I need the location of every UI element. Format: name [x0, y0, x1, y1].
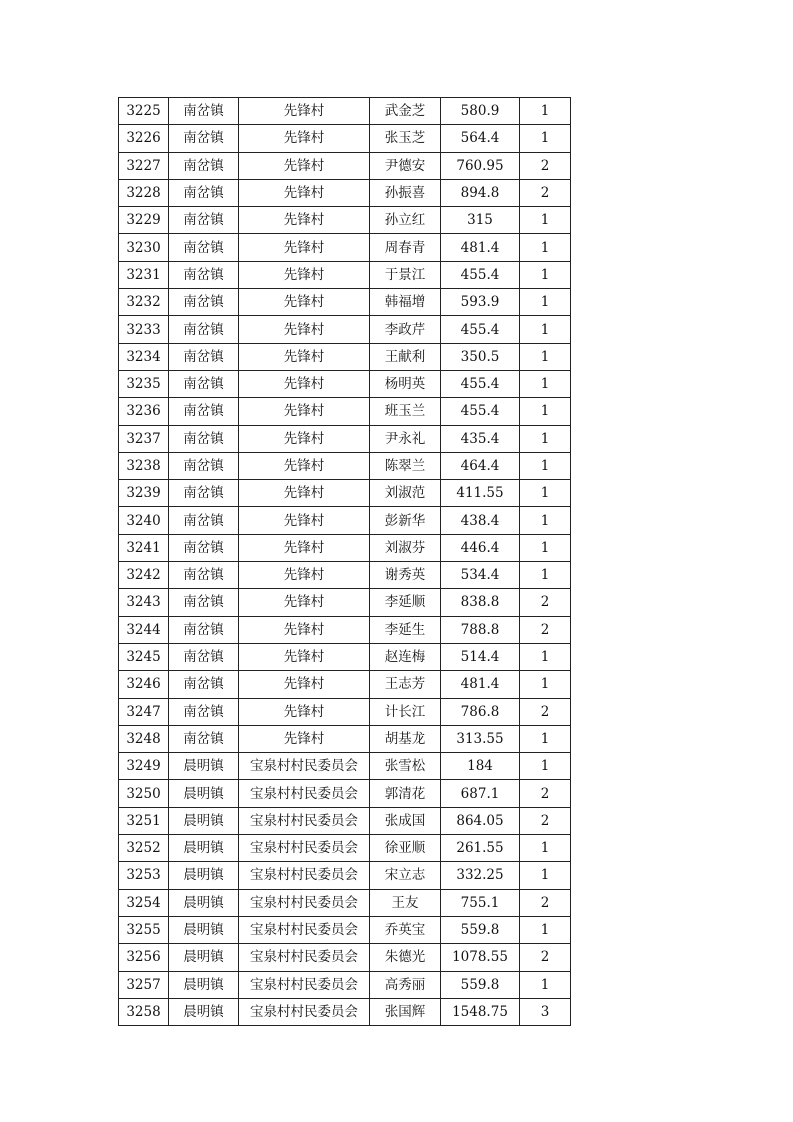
count-cell: 1	[520, 207, 571, 234]
row-number-cell: 3248	[119, 725, 169, 752]
amount-cell: 446.4	[441, 534, 520, 561]
row-number-cell: 3246	[119, 671, 169, 698]
town-cell: 南岔镇	[169, 507, 239, 534]
table-row	[119, 480, 571, 507]
count-cell: 2	[520, 807, 571, 834]
table-row	[119, 807, 571, 834]
row-number-cell: 3239	[119, 480, 169, 507]
name-cell: 周春青	[370, 234, 441, 261]
count-cell: 2	[520, 889, 571, 916]
count-cell: 2	[520, 944, 571, 971]
town-cell: 南岔镇	[169, 698, 239, 725]
name-cell: 谢秀英	[370, 562, 441, 589]
amount-cell: 455.4	[441, 261, 520, 288]
count-cell: 2	[520, 179, 571, 206]
village-cell: 先锋村	[239, 671, 370, 698]
row-number-cell: 3254	[119, 889, 169, 916]
row-number-cell: 3255	[119, 916, 169, 943]
count-cell: 1	[520, 835, 571, 862]
row-number-cell: 3225	[119, 98, 169, 125]
name-cell: 孙立红	[370, 207, 441, 234]
name-cell: 于景江	[370, 261, 441, 288]
count-cell: 1	[520, 534, 571, 561]
count-cell: 1	[520, 289, 571, 316]
town-cell: 南岔镇	[169, 643, 239, 670]
amount-cell: 838.8	[441, 589, 520, 616]
count-cell: 1	[520, 643, 571, 670]
table-row	[119, 179, 571, 206]
table-row	[119, 125, 571, 152]
row-number-cell: 3235	[119, 370, 169, 397]
amount-cell: 788.8	[441, 616, 520, 643]
count-cell: 1	[520, 452, 571, 479]
town-cell: 晨明镇	[169, 835, 239, 862]
row-number-cell: 3241	[119, 534, 169, 561]
town-cell: 晨明镇	[169, 780, 239, 807]
amount-cell: 435.4	[441, 425, 520, 452]
row-number-cell: 3226	[119, 125, 169, 152]
village-cell: 先锋村	[239, 234, 370, 261]
table-row	[119, 452, 571, 479]
amount-cell: 464.4	[441, 452, 520, 479]
amount-cell: 559.8	[441, 971, 520, 998]
village-cell: 宝泉村村民委员会	[239, 971, 370, 998]
name-cell: 王友	[370, 889, 441, 916]
amount-cell: 455.4	[441, 316, 520, 343]
table-row	[119, 425, 571, 452]
town-cell: 晨明镇	[169, 889, 239, 916]
village-cell: 先锋村	[239, 179, 370, 206]
row-number-cell: 3244	[119, 616, 169, 643]
amount-cell: 894.8	[441, 179, 520, 206]
amount-cell: 1078.55	[441, 944, 520, 971]
records-table-container	[118, 97, 571, 1026]
town-cell: 南岔镇	[169, 562, 239, 589]
name-cell: 计长江	[370, 698, 441, 725]
count-cell: 1	[520, 234, 571, 261]
table-row	[119, 261, 571, 288]
town-cell: 南岔镇	[169, 616, 239, 643]
table-row	[119, 643, 571, 670]
village-cell: 宝泉村村民委员会	[239, 862, 370, 889]
table-row	[119, 698, 571, 725]
name-cell: 张雪松	[370, 753, 441, 780]
count-cell: 1	[520, 971, 571, 998]
table-row	[119, 289, 571, 316]
name-cell: 武金芝	[370, 98, 441, 125]
name-cell: 胡基龙	[370, 725, 441, 752]
name-cell: 高秀丽	[370, 971, 441, 998]
amount-cell: 687.1	[441, 780, 520, 807]
village-cell: 宝泉村村民委员会	[239, 916, 370, 943]
row-number-cell: 3227	[119, 152, 169, 179]
amount-cell: 313.55	[441, 725, 520, 752]
row-number-cell: 3230	[119, 234, 169, 261]
table-row	[119, 152, 571, 179]
name-cell: 王志芳	[370, 671, 441, 698]
amount-cell: 534.4	[441, 562, 520, 589]
town-cell: 南岔镇	[169, 398, 239, 425]
name-cell: 李政芹	[370, 316, 441, 343]
count-cell: 1	[520, 862, 571, 889]
amount-cell: 1548.75	[441, 998, 520, 1025]
row-number-cell: 3228	[119, 179, 169, 206]
records-table	[118, 97, 571, 1026]
row-number-cell: 3234	[119, 343, 169, 370]
table-body	[119, 98, 571, 1026]
amount-cell: 481.4	[441, 671, 520, 698]
name-cell: 乔英宝	[370, 916, 441, 943]
town-cell: 南岔镇	[169, 452, 239, 479]
row-number-cell: 3247	[119, 698, 169, 725]
count-cell: 2	[520, 616, 571, 643]
row-number-cell: 3240	[119, 507, 169, 534]
village-cell: 先锋村	[239, 425, 370, 452]
count-cell: 1	[520, 343, 571, 370]
count-cell: 1	[520, 98, 571, 125]
row-number-cell: 3257	[119, 971, 169, 998]
count-cell: 1	[520, 125, 571, 152]
table-row	[119, 589, 571, 616]
town-cell: 南岔镇	[169, 289, 239, 316]
name-cell: 尹德安	[370, 152, 441, 179]
name-cell: 李延顺	[370, 589, 441, 616]
amount-cell: 864.05	[441, 807, 520, 834]
count-cell: 1	[520, 562, 571, 589]
name-cell: 张玉芝	[370, 125, 441, 152]
town-cell: 晨明镇	[169, 944, 239, 971]
name-cell: 刘淑芬	[370, 534, 441, 561]
amount-cell: 755.1	[441, 889, 520, 916]
town-cell: 南岔镇	[169, 370, 239, 397]
village-cell: 先锋村	[239, 343, 370, 370]
table-row	[119, 316, 571, 343]
row-number-cell: 3243	[119, 589, 169, 616]
name-cell: 王献利	[370, 343, 441, 370]
village-cell: 先锋村	[239, 725, 370, 752]
table-row	[119, 671, 571, 698]
name-cell: 张国辉	[370, 998, 441, 1025]
village-cell: 先锋村	[239, 534, 370, 561]
village-cell: 宝泉村村民委员会	[239, 944, 370, 971]
town-cell: 晨明镇	[169, 916, 239, 943]
row-number-cell: 3236	[119, 398, 169, 425]
amount-cell: 184	[441, 753, 520, 780]
town-cell: 晨明镇	[169, 998, 239, 1025]
village-cell: 先锋村	[239, 370, 370, 397]
table-row	[119, 207, 571, 234]
village-cell: 先锋村	[239, 480, 370, 507]
town-cell: 南岔镇	[169, 261, 239, 288]
row-number-cell: 3249	[119, 753, 169, 780]
village-cell: 宝泉村村民委员会	[239, 807, 370, 834]
count-cell: 2	[520, 152, 571, 179]
count-cell: 1	[520, 261, 571, 288]
amount-cell: 593.9	[441, 289, 520, 316]
town-cell: 南岔镇	[169, 316, 239, 343]
table-row	[119, 889, 571, 916]
table-row	[119, 507, 571, 534]
row-number-cell: 3242	[119, 562, 169, 589]
village-cell: 宝泉村村民委员会	[239, 835, 370, 862]
name-cell: 赵连梅	[370, 643, 441, 670]
table-row	[119, 534, 571, 561]
name-cell: 刘淑范	[370, 480, 441, 507]
name-cell: 李延生	[370, 616, 441, 643]
row-number-cell: 3229	[119, 207, 169, 234]
amount-cell: 481.4	[441, 234, 520, 261]
amount-cell: 315	[441, 207, 520, 234]
count-cell: 1	[520, 425, 571, 452]
name-cell: 张成国	[370, 807, 441, 834]
count-cell: 2	[520, 698, 571, 725]
amount-cell: 261.55	[441, 835, 520, 862]
village-cell: 先锋村	[239, 698, 370, 725]
row-number-cell: 3237	[119, 425, 169, 452]
count-cell: 3	[520, 998, 571, 1025]
table-row	[119, 998, 571, 1025]
town-cell: 南岔镇	[169, 589, 239, 616]
town-cell: 晨明镇	[169, 862, 239, 889]
table-row	[119, 725, 571, 752]
table-row	[119, 98, 571, 125]
name-cell: 韩福增	[370, 289, 441, 316]
name-cell: 宋立志	[370, 862, 441, 889]
row-number-cell: 3252	[119, 835, 169, 862]
name-cell: 徐亚顺	[370, 835, 441, 862]
count-cell: 2	[520, 780, 571, 807]
count-cell: 1	[520, 480, 571, 507]
row-number-cell: 3231	[119, 261, 169, 288]
row-number-cell: 3256	[119, 944, 169, 971]
amount-cell: 786.8	[441, 698, 520, 725]
town-cell: 南岔镇	[169, 125, 239, 152]
row-number-cell: 3258	[119, 998, 169, 1025]
count-cell: 1	[520, 671, 571, 698]
table-row	[119, 971, 571, 998]
count-cell: 1	[520, 316, 571, 343]
name-cell: 郭清花	[370, 780, 441, 807]
table-row	[119, 398, 571, 425]
name-cell: 陈翠兰	[370, 452, 441, 479]
town-cell: 晨明镇	[169, 807, 239, 834]
table-row	[119, 234, 571, 261]
village-cell: 先锋村	[239, 316, 370, 343]
town-cell: 南岔镇	[169, 671, 239, 698]
row-number-cell: 3245	[119, 643, 169, 670]
village-cell: 先锋村	[239, 207, 370, 234]
count-cell: 1	[520, 753, 571, 780]
town-cell: 南岔镇	[169, 98, 239, 125]
name-cell: 杨明英	[370, 370, 441, 397]
amount-cell: 580.9	[441, 98, 520, 125]
table-row	[119, 862, 571, 889]
village-cell: 先锋村	[239, 643, 370, 670]
village-cell: 先锋村	[239, 452, 370, 479]
table-row	[119, 944, 571, 971]
amount-cell: 564.4	[441, 125, 520, 152]
row-number-cell: 3253	[119, 862, 169, 889]
village-cell: 先锋村	[239, 589, 370, 616]
town-cell: 南岔镇	[169, 343, 239, 370]
name-cell: 彭新华	[370, 507, 441, 534]
row-number-cell: 3232	[119, 289, 169, 316]
town-cell: 南岔镇	[169, 234, 239, 261]
village-cell: 先锋村	[239, 562, 370, 589]
amount-cell: 760.95	[441, 152, 520, 179]
name-cell: 班玉兰	[370, 398, 441, 425]
amount-cell: 411.55	[441, 480, 520, 507]
table-row	[119, 916, 571, 943]
count-cell: 1	[520, 398, 571, 425]
town-cell: 南岔镇	[169, 179, 239, 206]
village-cell: 先锋村	[239, 98, 370, 125]
village-cell: 先锋村	[239, 616, 370, 643]
town-cell: 南岔镇	[169, 534, 239, 561]
name-cell: 尹永礼	[370, 425, 441, 452]
amount-cell: 455.4	[441, 398, 520, 425]
village-cell: 先锋村	[239, 125, 370, 152]
row-number-cell: 3233	[119, 316, 169, 343]
town-cell: 南岔镇	[169, 207, 239, 234]
town-cell: 晨明镇	[169, 971, 239, 998]
row-number-cell: 3250	[119, 780, 169, 807]
village-cell: 先锋村	[239, 289, 370, 316]
village-cell: 宝泉村村民委员会	[239, 753, 370, 780]
table-row	[119, 616, 571, 643]
village-cell: 先锋村	[239, 261, 370, 288]
village-cell: 宝泉村村民委员会	[239, 998, 370, 1025]
row-number-cell: 3251	[119, 807, 169, 834]
town-cell: 南岔镇	[169, 725, 239, 752]
town-cell: 南岔镇	[169, 480, 239, 507]
town-cell: 南岔镇	[169, 152, 239, 179]
table-row	[119, 562, 571, 589]
count-cell: 1	[520, 916, 571, 943]
count-cell: 2	[520, 589, 571, 616]
count-cell: 1	[520, 370, 571, 397]
village-cell: 先锋村	[239, 152, 370, 179]
amount-cell: 559.8	[441, 916, 520, 943]
town-cell: 南岔镇	[169, 425, 239, 452]
name-cell: 朱德光	[370, 944, 441, 971]
count-cell: 1	[520, 507, 571, 534]
table-row	[119, 835, 571, 862]
amount-cell: 350.5	[441, 343, 520, 370]
table-row	[119, 753, 571, 780]
village-cell: 宝泉村村民委员会	[239, 889, 370, 916]
amount-cell: 332.25	[441, 862, 520, 889]
count-cell: 1	[520, 725, 571, 752]
name-cell: 孙振喜	[370, 179, 441, 206]
table-row	[119, 780, 571, 807]
village-cell: 宝泉村村民委员会	[239, 780, 370, 807]
row-number-cell: 3238	[119, 452, 169, 479]
amount-cell: 514.4	[441, 643, 520, 670]
table-row	[119, 343, 571, 370]
amount-cell: 438.4	[441, 507, 520, 534]
table-row	[119, 370, 571, 397]
village-cell: 先锋村	[239, 398, 370, 425]
village-cell: 先锋村	[239, 507, 370, 534]
town-cell: 晨明镇	[169, 753, 239, 780]
amount-cell: 455.4	[441, 370, 520, 397]
